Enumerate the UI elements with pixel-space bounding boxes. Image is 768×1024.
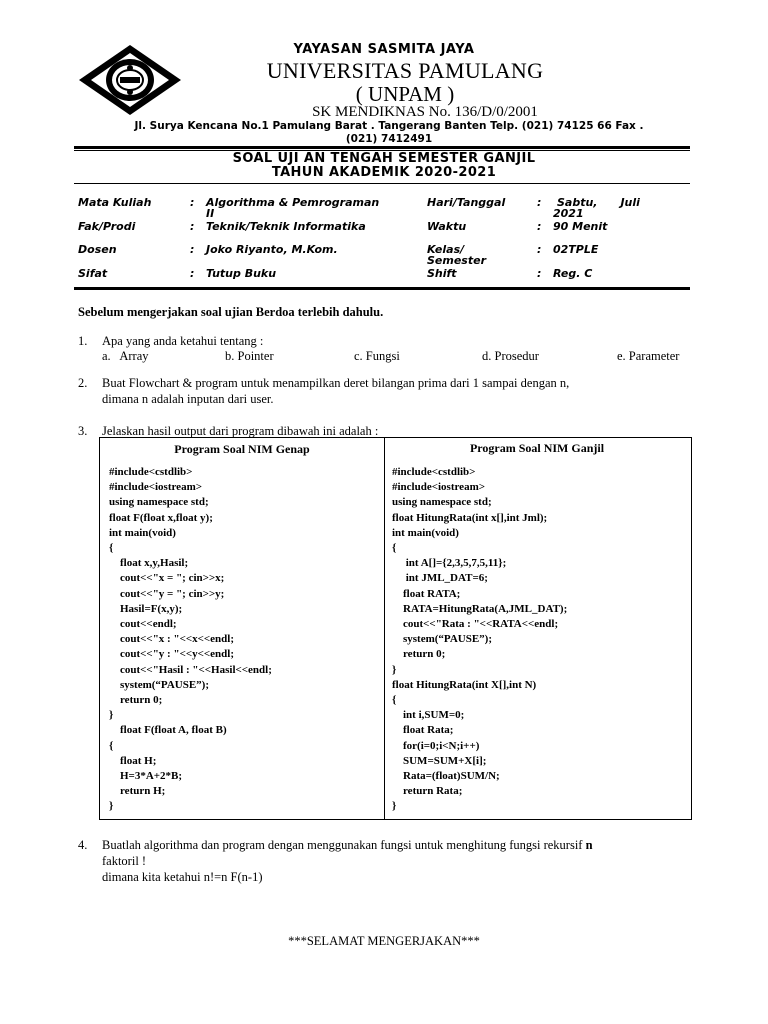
- info-separator: :: [190, 243, 195, 256]
- option-d: d. Prosedur: [482, 349, 539, 363]
- info-value-cont: 2021: [553, 207, 584, 220]
- exam-title: [0, 152, 768, 180]
- question-4-variable: n: [585, 838, 593, 852]
- address: [74, 120, 704, 146]
- exam-title-line: SOAL UJI AN TENGAH SEMESTER GANJIL: [232, 151, 536, 166]
- info-label: Dosen: [78, 243, 117, 256]
- info-value: 02TPLE: [553, 243, 599, 256]
- info-value: Tutup Buku: [206, 267, 277, 280]
- info-separator: :: [190, 220, 195, 233]
- info-label: Mata Kuliah: [78, 196, 152, 209]
- code-table-odd-title: Program Soal NIM Ganjil: [469, 441, 605, 455]
- code-table-odd: [383, 437, 692, 820]
- question-1-text: Apa yang anda ketahui tentang :: [102, 334, 264, 348]
- info-value: Joko Riyanto, M.Kom.: [206, 243, 338, 256]
- info-value: Sabtu, Juli: [557, 196, 640, 209]
- info-label: Shift: [427, 267, 457, 280]
- question-2-line-2: dimana n adalah inputan dari user.: [102, 392, 274, 406]
- code-block-odd: #include<cstdlib> #include<iostream> using namespace std; float HitungRata(int x[],int Jml); int main(void) { int A[]={2,3,5,7,5,11}; int JML_DAT=6; float RATA; RATA=HitungRata(A,JML_DAT); cout<<"Rata : "<<RATA<<endl; system(“PAUSE”); return 0; } float HitungRata(int X[],int N) { int i,SUM=0; float Rata; for(i=0;i<N;i++) SUM=SUM+X[i]; Rata=(float)SUM/N; return Rata; }: [392, 466, 568, 813]
- info-value-cont: II: [206, 207, 215, 220]
- header-divider-thick: [74, 146, 690, 149]
- option-c: c. Fungsi: [354, 349, 400, 363]
- decree-number: SK MENDIKNAS No. 136/D/0/2001: [312, 104, 538, 120]
- academic-year-line: TAHUN AKADEMIK 2020-2021: [271, 165, 497, 180]
- option-e: e. Parameter: [617, 349, 680, 363]
- question-number: 1.: [78, 334, 88, 348]
- info-label: Hari/Tanggal: [427, 196, 506, 209]
- info-label: Kelas/: [427, 243, 465, 256]
- info-separator: :: [537, 220, 542, 233]
- info-separator: :: [537, 267, 542, 280]
- info-label: Sifat: [78, 267, 108, 280]
- address-line-2: (021) 7412491: [345, 133, 433, 145]
- address-line-1: Jl. Surya Kencana No.1 Pamulang Barat . Tangerang Banten Telp. (021) 74125 66 Fax .: [134, 120, 644, 132]
- option-a: a. Array: [102, 349, 149, 363]
- info-separator: :: [537, 243, 542, 256]
- university-name: UNIVERSITAS PAMULANG: [266, 58, 544, 83]
- question-4-line-2: faktoril !: [102, 854, 147, 868]
- question-2-line-1: Buat Flowchart & program untuk menampilkan deret bilangan prima dari 1 sampai dengan n,: [102, 376, 570, 390]
- info-separator: :: [190, 267, 195, 280]
- info-value: Reg. C: [553, 267, 593, 280]
- question-number: 2.: [78, 376, 88, 390]
- instruction: Sebelum mengerjakan soal ujian Berdoa terlebih dahulu.: [78, 305, 384, 319]
- info-label-cont: Semester: [427, 254, 486, 267]
- title-divider: [74, 183, 690, 184]
- info-divider: [74, 287, 690, 290]
- question-number: 4.: [78, 838, 88, 852]
- question-3-text: Jelaskan hasil output dari program dibawah ini adalah :: [102, 424, 379, 438]
- code-block-even: #include<cstdlib> #include<iostream> using namespace std; float F(float x,float y); int main(void) { float x,y,Hasil; cout<<"x = "; cin>>x; cout<<"y = "; cin>>y; Hasil=F(x,y); cout<<endl; cout<<"x : "<<x<<endl; cout<<"y : "<<y<<endl; cout<<"Hasil : "<<Hasil<<endl; system(“PAUSE”); return 0; } float F(float A, float B) { float H; H=3*A+2*B; return H; }: [109, 466, 272, 813]
- question-4-line-1: [102, 838, 593, 853]
- closing-message: ***SELAMAT MENGERJAKAN***: [288, 934, 480, 948]
- question-4-line-1-text: Buatlah algorithma dan program dengan menggunakan fungsi untuk menghitung fungsi rekursif: [102, 838, 583, 852]
- info-label: Waktu: [427, 220, 467, 233]
- info-separator: :: [537, 196, 542, 209]
- foundation-name: YAYASAN SASMITA JAYA: [293, 42, 475, 57]
- info-value: 90 Menit: [553, 220, 608, 233]
- info-separator: :: [190, 196, 195, 209]
- code-table-even: [99, 437, 385, 820]
- info-value: Algorithma & Pemrograman: [206, 196, 380, 209]
- code-table-even-title: Program Soal NIM Genap: [174, 442, 310, 456]
- option-b: b. Pointer: [225, 349, 274, 363]
- university-abbreviation: ( UNPAM ): [355, 82, 455, 106]
- info-value: Teknik/Teknik Informatika: [206, 220, 366, 233]
- question-4-line-3: dimana kita ketahui n!=n F(n-1): [102, 870, 263, 884]
- question-number: 3.: [78, 424, 88, 438]
- info-label: Fak/Prodi: [78, 220, 136, 233]
